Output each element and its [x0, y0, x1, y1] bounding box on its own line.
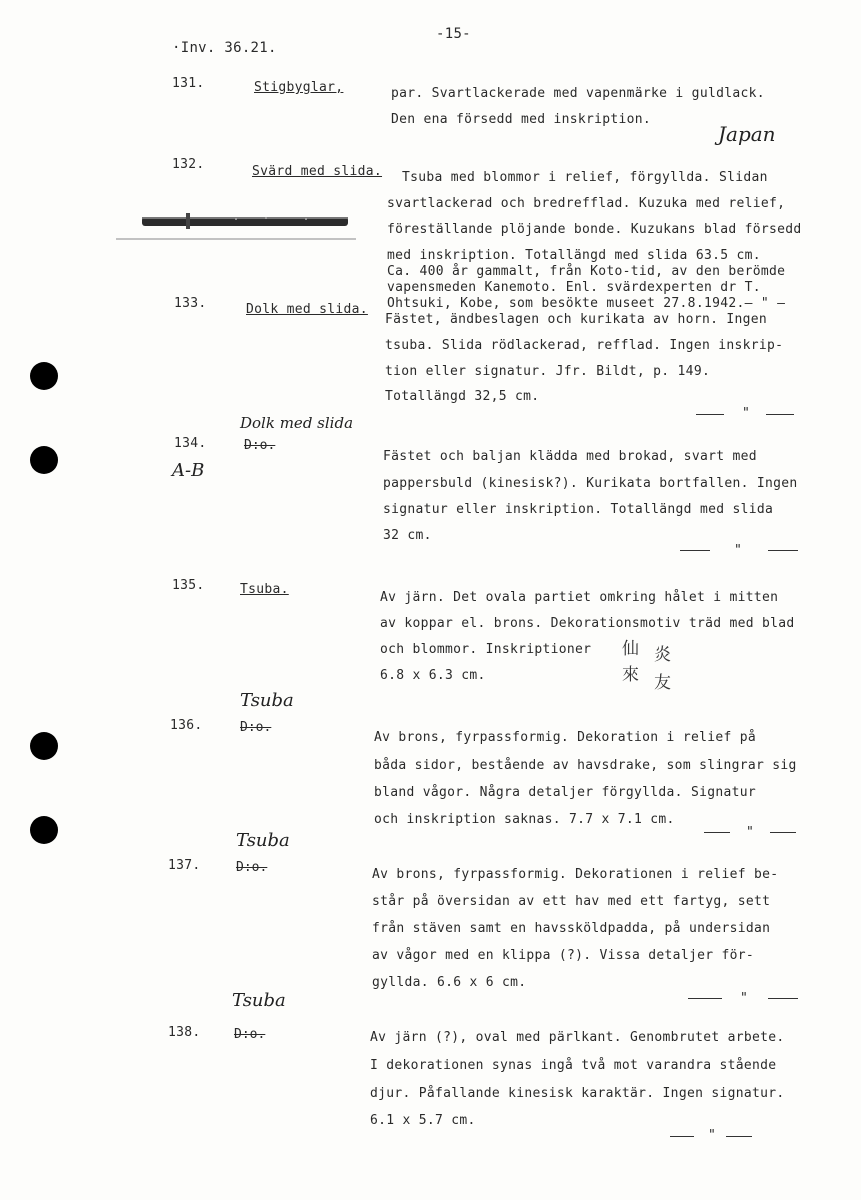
entry-136-line-2: båda sidor, bestående av havsdrake, som slingrar sig	[374, 758, 797, 773]
entry-132-number: 132.	[172, 157, 205, 172]
entry-137-line-2: står på översidan av ett hav med ett fartyg, sett	[372, 894, 771, 909]
entry-132-title: Svärd med slida.	[252, 164, 383, 179]
inventory-number: ·Inv. 36.21.	[172, 40, 277, 56]
entry-138-title: D:o.	[234, 1027, 266, 1042]
entry-135-title: Tsuba.	[240, 582, 289, 597]
entry-138-line-1: Av järn (?), oval med pärlkant. Genombrutet arbete.	[370, 1030, 785, 1045]
entry-136-title: D:o.	[240, 720, 272, 735]
entry-135-line-3: och blommor. Inskriptioner	[380, 642, 592, 657]
entry-138-ditto-dash-left	[670, 1136, 694, 1137]
entry-138-ditto-mark: "	[708, 1128, 716, 1143]
entry-134-number: 134.	[174, 436, 207, 451]
entry-137-line-1: Av brons, fyrpassformig. Dekorationen i relief be-	[372, 867, 779, 882]
punch-hole-1	[30, 362, 58, 390]
entry-138-ditto-dash-right	[726, 1136, 752, 1137]
entry-136-number: 136.	[170, 718, 203, 733]
entry-131-line-1: par. Svartlackerade med vapenmärke i guldlack.	[391, 86, 765, 101]
entry-134-line-2: pappersbuld (kinesisk?). Kurikata bortfallen. Ingen	[383, 476, 798, 491]
entry-138-line-3: djur. Påfallande kinesisk karaktär. Ingen signatur.	[370, 1086, 785, 1101]
entry-133-line-3: tion eller signatur. Jfr. Bildt, p. 149.	[385, 364, 711, 379]
entry-131-title: Stigbyglar,	[254, 80, 344, 95]
entry-137-ditto-dash-right	[768, 998, 798, 999]
entry-138-line-2: I dekorationen synas ingå två mot varandra stående	[370, 1058, 777, 1073]
entry-136-line-1: Av brons, fyrpassformig. Dekoration i relief på	[374, 730, 756, 745]
entry-137-line-4: av vågor med en klippa (?). Vissa detaljer för-	[372, 948, 754, 963]
entry-134-line-4: 32 cm.	[383, 528, 432, 543]
page-number: -15-	[436, 26, 471, 42]
entry-135-line-1: Av järn. Det ovala partiet omkring hålet i mitten	[380, 590, 779, 605]
entry-136-handwritten-title: Tsuba	[240, 690, 294, 711]
entry-132-line-5: Ca. 400 år gammalt, från Koto-tid, av den berömde	[387, 264, 786, 279]
entry-137-ditto-mark: "	[740, 991, 748, 1006]
entry-137-line-5: gyllda. 6.6 x 6 cm.	[372, 975, 527, 990]
entry-137-line-3: från stäven samt en havssköldpadda, på undersidan	[372, 921, 771, 936]
entry-134-extra: A-B	[172, 460, 205, 481]
entry-133-line-4: Totallängd 32,5 cm.	[385, 389, 540, 404]
entry-137-ditto-dash-left	[688, 998, 722, 999]
entry-133-title: Dolk med slida.	[246, 302, 368, 317]
punch-hole-3	[30, 732, 58, 760]
entry-132-line-1: Tsuba med blommor i relief, förgyllda. Slidan	[402, 170, 768, 185]
entry-134-ditto-dash-right	[768, 550, 798, 551]
entry-136-ditto-dash-left	[704, 832, 730, 833]
entry-132-line-7: Ohtsuki, Kobe, som besökte museet 27.8.1942.— " —	[387, 296, 786, 311]
inscription-kanji-3: 炎	[654, 645, 671, 665]
punch-hole-4	[30, 816, 58, 844]
entry-136-line-4: och inskription saknas. 7.7 x 7.1 cm.	[374, 812, 675, 827]
entry-131-line-2: Den ena försedd med inskription.	[391, 112, 652, 127]
entry-132-line-4: med inskription. Totallängd med slida 63.5 cm.	[387, 248, 761, 263]
entry-136-ditto-dash-right	[770, 832, 796, 833]
entry-131-note-handwritten: Japan	[718, 122, 776, 146]
inscription-kanji-2: 來	[622, 665, 639, 685]
entry-134-title: D:o.	[244, 438, 276, 453]
entry-135-line-4: 6.8 x 6.3 cm.	[380, 668, 486, 683]
entry-138-handwritten-title: Tsuba	[232, 990, 286, 1011]
entry-136-line-3: bland vågor. Några detaljer förgyllda. Signatur	[374, 785, 756, 800]
entry-135-number: 135.	[172, 578, 205, 593]
entry-134-ditto-dash-left	[680, 550, 710, 551]
entry-138-line-4: 6.1 x 5.7 cm.	[370, 1113, 476, 1128]
entry-133-ditto-dash-left	[696, 414, 724, 415]
entry-133-line-2: tsuba. Slida rödlackerad, refflad. Ingen inskrip-	[385, 338, 784, 353]
entry-134-handwritten-title: Dolk med slida	[240, 414, 354, 432]
entry-132-line-6: vapensmeden Kanemoto. Enl. svärdexperten dr T.	[387, 280, 761, 295]
entry-133-ditto-mark: "	[742, 406, 750, 421]
entry-136-ditto-mark: "	[746, 825, 754, 840]
entry-134-ditto-mark: "	[734, 543, 742, 558]
entry-132-line-3: föreställande plöjande bonde. Kuzukans blad försedd	[387, 222, 802, 237]
inscription-kanji-1: 仙	[622, 639, 639, 659]
entry-137-title: D:o.	[236, 860, 268, 875]
entry-134-line-1: Fästet och baljan klädda med brokad, svart med	[383, 449, 757, 464]
entry-135-line-2: av koppar el. brons. Dekorationsmotiv träd med blad	[380, 616, 795, 631]
entry-137-handwritten-title: Tsuba	[236, 830, 290, 851]
entry-132-line-2: svartlackerad och bredrefflad. Kuzuka med relief,	[387, 196, 786, 211]
entry-134-line-3: signatur eller inskription. Totallängd med slida	[383, 502, 774, 517]
entry-133-line-1: Fästet, ändbeslagen och kurikata av horn. Ingen	[385, 312, 767, 327]
inscription-kanji-4: 友	[654, 673, 671, 693]
punch-hole-2	[30, 446, 58, 474]
entry-131-number: 131.	[172, 76, 205, 91]
entry-133-number: 133.	[174, 296, 207, 311]
entry-138-number: 138.	[168, 1025, 201, 1040]
entry-133-ditto-dash-right	[766, 414, 794, 415]
sword-photo	[116, 205, 356, 245]
entry-137-number: 137.	[168, 858, 201, 873]
